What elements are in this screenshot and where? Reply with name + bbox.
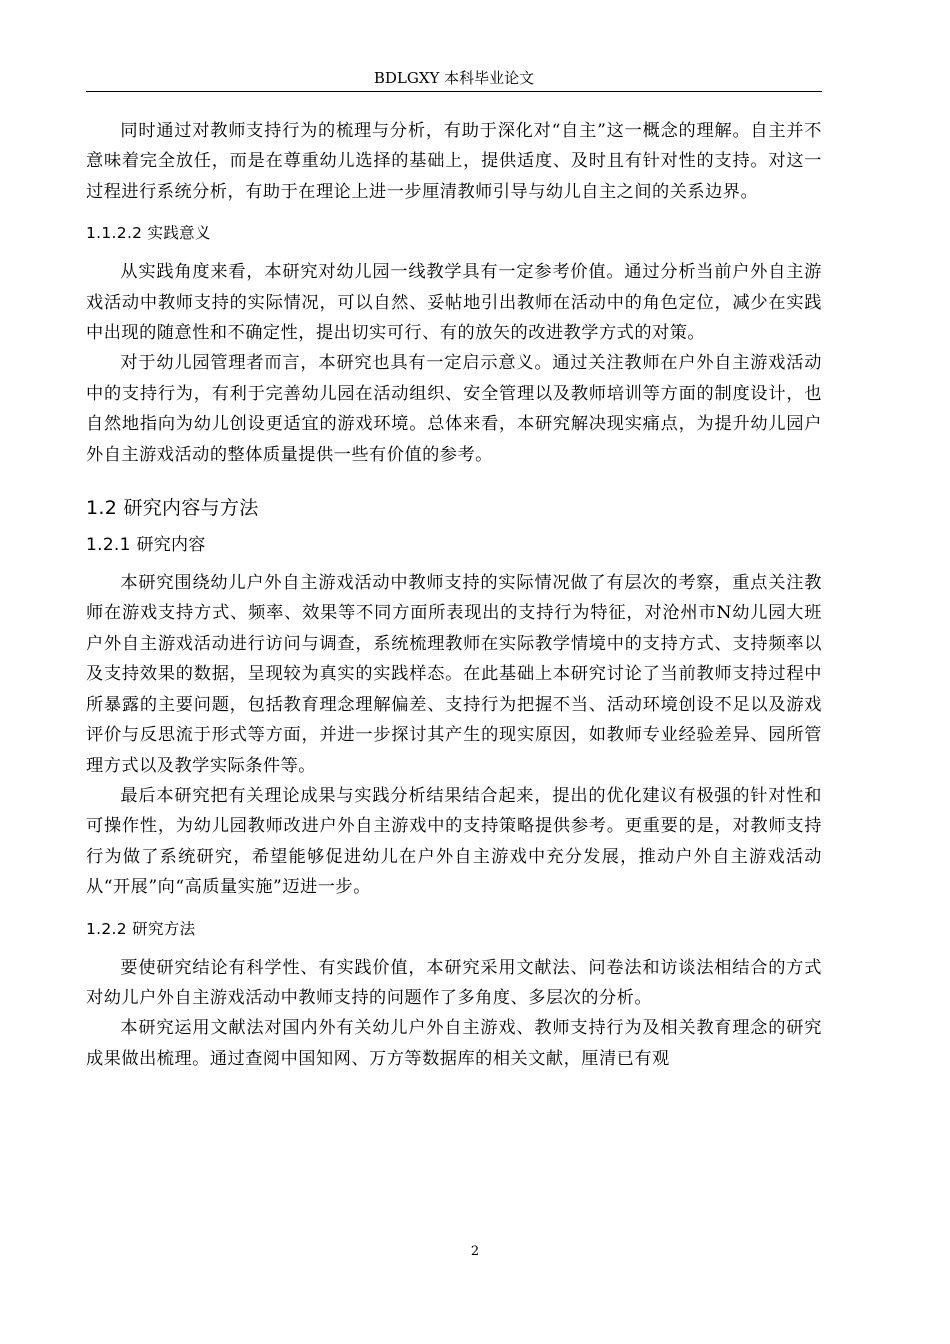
paragraph-management-value: 对于幼儿园管理者而言，本研究也具有一定启示意义。通过关注教师在户外自主游戏活动中的支持行为，有利于完善幼儿园在活动组织、安全管理以及教师培训等方面的制度设计，也自然地指向为幼儿创设更适宜的游戏环境。总体来看，本研究解决现实痛点，为提升幼儿园户外自主游戏活动的整体质量提供一些有价值的参考。 bbox=[86, 353, 822, 465]
paragraph-theory-autonomy: 同时通过对教师支持行为的梳理与分析，有助于深化对“自主”这一概念的理解。自主并不意味着完全放任，而是在尊重幼儿选择的基础上，提供适度、及时且有针对性的支持。对这一过程进行系统分析，有助于在理论上进一步厘清教师引导与幼儿自主之间的关系边界。 bbox=[86, 121, 822, 202]
page-header-title: BDLGXY 本科毕业论文 bbox=[373, 69, 535, 87]
paragraph-methods-overview: 要使研究结论有科学性、有实践价值，本研究采用文献法、问卷法和访谈法相结合的方式对幼儿户外自主游戏活动中教师支持的问题作了多角度、多层次的分析。 bbox=[86, 957, 822, 1008]
paragraph-research-suggestions: 最后本研究把有关理论成果与实践分析结果结合起来，提出的优化建议有极强的针对性和可操作性，为幼儿园教师改进户外自主游戏中的支持策略提供参考。更重要的是，对教师支持行为做了系统研究，希望能够促进幼儿在户外自主游戏中充分发展，推动户外自主游戏活动从“开展”向“高质量实施”迈进一步。 bbox=[86, 785, 822, 898]
heading-1-2-2: 1.2.2 研究方法 bbox=[86, 919, 196, 938]
heading-1-1-2-2: 1.1.2.2 实践意义 bbox=[86, 224, 211, 243]
heading-1-2-1: 1.2.1 研究内容 bbox=[86, 535, 206, 556]
paragraph-literature-method: 本研究运用文献法对国内外有关幼儿户外自主游戏、教师支持行为及相关教育理念的研究成果做出梳理。通过查阅中国知网、万方等数据库的相关文献，厘清已有观 bbox=[86, 1018, 822, 1069]
paragraph-research-content: 本研究围绕幼儿户外自主游戏活动中教师支持的实际情况做了有层次的考察，重点关注教师在游戏支持方式、频率、效果等不同方面所表现出的支持行为特征，对沧州市N幼儿园大班户外自主游戏活动进行访问与调查，系统梳理教师在实际教学情境中的支持方式、支持频率以及支持效果的数据，呈现较为真实的实践样态。在此基础上本研究讨论了当前教师支持过程中所暴露的主要问题，包括教育理念理解偏差、支持行为把握不当、活动环境创设不足以及游戏评价与反思流于形式等方面，并进一步探讨其产生的现实原因，如教师专业经验差异、园所管理方式以及教学实际条件等。 bbox=[86, 573, 822, 776]
heading-1-2: 1.2 研究内容与方法 bbox=[86, 497, 259, 520]
paragraph-practice-value: 从实践角度来看，本研究对幼儿园一线教学具有一定参考价值。通过分析当前户外自主游戏活动中教师支持的实际情况，可以自然、妥帖地引出教师在活动中的角色定位，减少在实践中出现的随意性和不确定性，提出切实可行、有的放矢的改进教学方式的对策。 bbox=[86, 262, 822, 344]
page-number: 2 bbox=[470, 1244, 480, 1259]
header-rule bbox=[86, 91, 822, 92]
page-body bbox=[86, 116, 822, 1074]
